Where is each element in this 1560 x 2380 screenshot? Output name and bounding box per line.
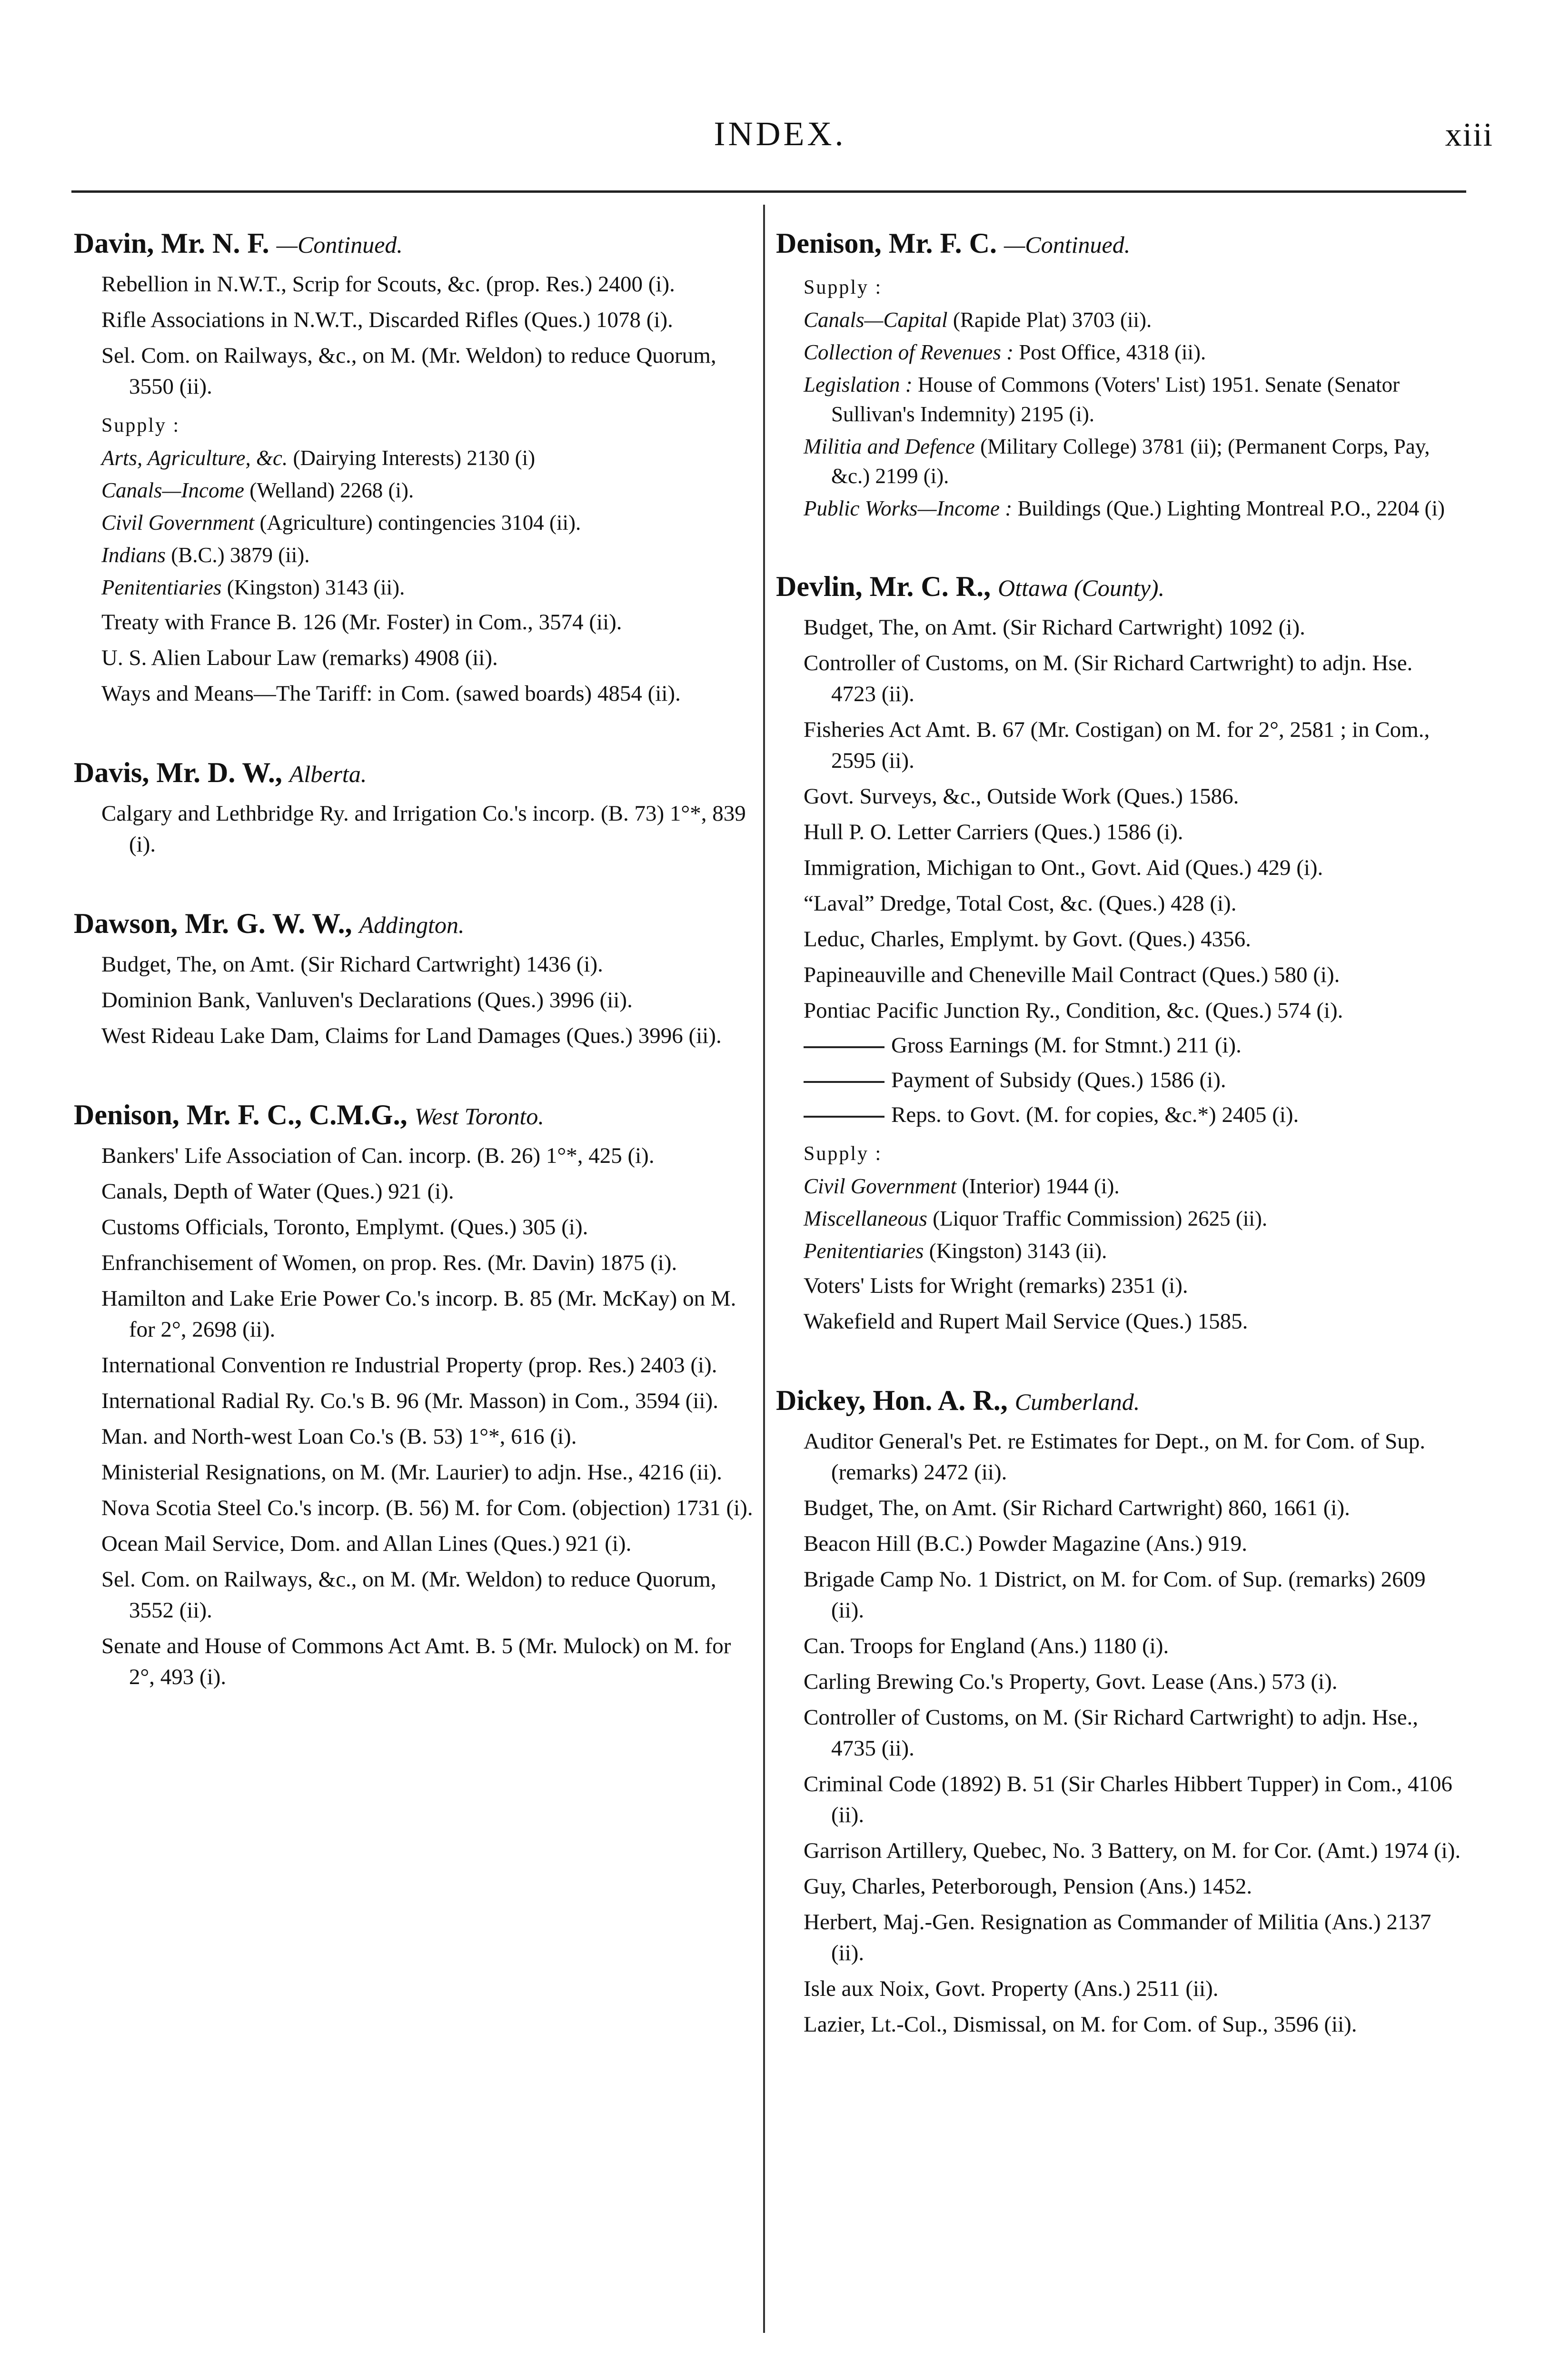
supply-category: Penitentiaries bbox=[804, 1239, 924, 1263]
index-item: Isle aux Noix, Govt. Property (Ans.) 2511 (ii). bbox=[804, 1976, 1219, 2001]
supply-detail: Post Office, 4318 (ii). bbox=[1014, 340, 1206, 364]
index-item: Ministerial Resignations, on M. (Mr. Laurier) to adjn. Hse., 4216 (ii). bbox=[101, 1460, 723, 1485]
index-item: Canals, Depth of Water (Ques.) 921 (i). bbox=[101, 1179, 454, 1204]
index-item: Govt. Surveys, &c., Outside Work (Ques.) 1586. bbox=[804, 784, 1239, 809]
index-entry bbox=[74, 224, 759, 709]
supply-item bbox=[804, 305, 1461, 335]
index-item: Beacon Hill (B.C.) Powder Magazine (Ans.) 919. bbox=[804, 1531, 1247, 1556]
supply-category: Miscellaneous bbox=[804, 1207, 927, 1230]
index-item: Auditor General's Pet. re Estimates for Dept., on M. for Com. of Sup. (remarks) 2472 (ii). bbox=[804, 1429, 1425, 1485]
index-item: Dominion Bank, Vanluven's Declarations (Ques.) 3996 (ii). bbox=[101, 988, 633, 1012]
page-number: xiii bbox=[1445, 117, 1493, 153]
index-item: Controller of Customs, on M. (Sir Richard Cartwright) to adjn. Hse. 4723 (ii). bbox=[804, 651, 1413, 706]
index-item: Controller of Customs, on M. (Sir Richard Cartwright) to adjn. Hse., 4735 (ii). bbox=[804, 1705, 1419, 1761]
index-item: Enfranchisement of Women, on prop. Res. (Mr. Davin) 1875 (i). bbox=[101, 1250, 677, 1275]
index-item: Budget, The, on Amt. (Sir Richard Cartwright) 1436 (i). bbox=[101, 952, 603, 977]
supply-item bbox=[804, 494, 1461, 523]
index-item: Man. and North-west Loan Co.'s (B. 53) 1°*, 616 (i). bbox=[101, 1424, 577, 1449]
index-item: Criminal Code (1892) B. 51 (Sir Charles Hibbert Tupper) in Com., 4106 (ii). bbox=[804, 1772, 1452, 1827]
index-item: Treaty with France B. 126 (Mr. Foster) in Com., 3574 (ii). bbox=[101, 610, 622, 635]
supply-category: Public Works—Income : bbox=[804, 496, 1013, 520]
supply-item bbox=[804, 1236, 1461, 1266]
supply-detail: Buildings (Que.) Lighting Montreal P.O., 2204 (i) bbox=[1012, 496, 1445, 520]
index-item: Budget, The, on Amt. (Sir Richard Cartwright) 1092 (i). bbox=[804, 615, 1305, 640]
constituency: West Toronto. bbox=[414, 1103, 544, 1130]
index-item: Wakefield and Rupert Mail Service (Ques.) 1585. bbox=[804, 1309, 1248, 1334]
supply-category: Collection of Revenues : bbox=[804, 340, 1014, 364]
index-entry bbox=[74, 753, 759, 860]
index-entry bbox=[74, 1095, 759, 1693]
member-name: Davis, Mr. D. W., bbox=[74, 757, 282, 788]
index-item: Sel. Com. on Railways, &c., on M. (Mr. Weldon) to reduce Quorum, 3550 (ii). bbox=[101, 343, 716, 399]
member-name: Davin, Mr. N. F. bbox=[74, 228, 269, 259]
supply-detail: (Kingston) 3143 (ii). bbox=[221, 575, 405, 599]
index-item: Calgary and Lethbridge Ry. and Irrigation Co.'s incorp. (B. 73) 1°*, 839 (i). bbox=[101, 801, 746, 857]
right-column bbox=[776, 224, 1461, 2040]
supply-item bbox=[101, 540, 759, 570]
member-name: Denison, Mr. F. C., C.M.G., bbox=[74, 1099, 407, 1130]
index-entry bbox=[776, 224, 1461, 523]
supply-category: Arts, Agriculture, &c. bbox=[101, 446, 288, 470]
member-name: Dickey, Hon. A. R., bbox=[776, 1385, 1008, 1416]
index-entry bbox=[776, 567, 1461, 1337]
index-item: U. S. Alien Labour Law (remarks) 4908 (ii). bbox=[101, 645, 498, 670]
member-name: Denison, Mr. F. C. bbox=[776, 228, 997, 259]
supply-detail: (Agriculture) contingencies 3104 (ii). bbox=[254, 511, 581, 535]
index-item: International Radial Ry. Co.'s B. 96 (Mr. Masson) in Com., 3594 (ii). bbox=[101, 1388, 718, 1413]
constituency: —Continued. bbox=[276, 231, 403, 258]
index-item: Nova Scotia Steel Co.'s incorp. (B. 56) M. for Com. (objection) 1731 (i). bbox=[101, 1496, 753, 1520]
index-item: Pontiac Pacific Junction Ry., Condition, &c. (Ques.) 574 (i). bbox=[804, 998, 1343, 1023]
member-heading bbox=[74, 1095, 759, 1136]
page-title: INDEX. bbox=[714, 115, 846, 153]
supply-detail: (Rapide Plat) 3703 (ii). bbox=[947, 308, 1152, 332]
supply-detail: (Liquor Traffic Commission) 2625 (ii). bbox=[927, 1207, 1268, 1230]
supply-detail: (Dairying Interests) 2130 (i) bbox=[288, 446, 536, 470]
supply-category: Canals—Income bbox=[101, 478, 244, 502]
index-item: Hull P. O. Letter Carriers (Ques.) 1586 (i). bbox=[804, 820, 1183, 844]
index-entry bbox=[776, 1381, 1461, 2040]
member-heading bbox=[74, 904, 759, 944]
supply-item bbox=[101, 573, 759, 602]
supply-detail: House of Commons (Voters' List) 1951. Senate (Senator Sullivan's Indemnity) 2195 (i). bbox=[831, 373, 1400, 426]
member-name: Dawson, Mr. G. W. W., bbox=[74, 908, 352, 939]
supply-category: Militia and Defence bbox=[804, 435, 975, 458]
supply-item bbox=[804, 1171, 1461, 1201]
index-item: Brigade Camp No. 1 District, on M. for Com. of Sup. (remarks) 2609 (ii). bbox=[804, 1567, 1426, 1623]
index-subitem-text: Gross Earnings (M. for Stmnt.) 211 (i). bbox=[891, 1033, 1242, 1058]
index-item: Senate and House of Commons Act Amt. B. 5 (Mr. Mulock) on M. for 2°, 493 (i). bbox=[101, 1634, 731, 1689]
index-item: Guy, Charles, Peterborough, Pension (Ans.) 1452. bbox=[804, 1874, 1252, 1899]
index-item: Sel. Com. on Railways, &c., on M. (Mr. Weldon) to reduce Quorum, 3552 (ii). bbox=[101, 1567, 716, 1623]
supply-item bbox=[101, 508, 759, 537]
index-item: Ocean Mail Service, Dom. and Allan Lines (Ques.) 921 (i). bbox=[101, 1531, 632, 1556]
supply-category: Indians bbox=[101, 543, 166, 567]
index-item: Can. Troops for England (Ans.) 1180 (i). bbox=[804, 1634, 1169, 1658]
index-item: Rifle Associations in N.W.T., Discarded Rifles (Ques.) 1078 (i). bbox=[101, 307, 673, 332]
supply-item bbox=[804, 432, 1461, 491]
index-item: Ways and Means—The Tariff: in Com. (sawed boards) 4854 (ii). bbox=[101, 681, 681, 706]
ditto-dash bbox=[804, 1081, 884, 1083]
supply-label: Supply : bbox=[804, 277, 883, 298]
supply-category: Canals—Capital bbox=[804, 308, 948, 332]
ditto-dash bbox=[804, 1046, 884, 1048]
index-item: “Laval” Dredge, Total Cost, &c. (Ques.) 428 (i). bbox=[804, 891, 1237, 916]
supply-detail: (Interior) 1944 (i). bbox=[956, 1174, 1120, 1198]
left-column bbox=[74, 224, 759, 1693]
index-item: Garrison Artillery, Quebec, No. 3 Battery, on M. for Cor. (Amt.) 1974 (i). bbox=[804, 1838, 1461, 1863]
index-item: Leduc, Charles, Emplymt. by Govt. (Ques.) 4356. bbox=[804, 927, 1251, 952]
member-heading bbox=[74, 224, 759, 264]
index-item: Herbert, Maj.-Gen. Resignation as Commander of Militia (Ans.) 2137 (ii). bbox=[804, 1910, 1431, 1965]
constituency: Addington. bbox=[359, 912, 465, 938]
index-item: West Rideau Lake Dam, Claims for Land Damages (Ques.) 3996 (ii). bbox=[101, 1023, 722, 1048]
constituency: Cumberland. bbox=[1014, 1388, 1140, 1415]
supply-item bbox=[804, 337, 1461, 367]
index-subitem-text: Payment of Subsidy (Ques.) 1586 (i). bbox=[891, 1068, 1226, 1092]
index-item: Papineauville and Cheneville Mail Contract (Ques.) 580 (i). bbox=[804, 962, 1340, 987]
constituency: —Continued. bbox=[1004, 231, 1131, 258]
member-name: Devlin, Mr. C. R., bbox=[776, 571, 991, 602]
index-subitem bbox=[804, 1065, 1461, 1096]
column-divider bbox=[763, 205, 765, 2333]
supply-item bbox=[804, 1204, 1461, 1233]
supply-category: Civil Government bbox=[804, 1174, 957, 1198]
index-item: Hamilton and Lake Erie Power Co.'s incorp. B. 85 (Mr. McKay) on M. for 2°, 2698 (ii). bbox=[101, 1286, 736, 1342]
supply-category: Penitentiaries bbox=[101, 575, 222, 599]
index-item: Immigration, Michigan to Ont., Govt. Aid (Ques.) 429 (i). bbox=[804, 855, 1323, 880]
member-heading bbox=[776, 567, 1461, 607]
supply-detail: (B.C.) 3879 (ii). bbox=[166, 543, 310, 567]
index-entry bbox=[74, 904, 759, 1051]
supply-label: Supply : bbox=[101, 415, 180, 436]
index-subitem-text: Reps. to Govt. (M. for copies, &c.*) 2405 (i). bbox=[891, 1102, 1299, 1127]
member-heading bbox=[74, 753, 759, 793]
member-heading bbox=[776, 1381, 1461, 1421]
supply-label: Supply : bbox=[804, 1143, 883, 1165]
index-subitem bbox=[804, 1030, 1461, 1061]
supply-detail: (Military College) 3781 (ii); (Permanent Corps, Pay, &c.) 2199 (i). bbox=[831, 435, 1430, 488]
header-rule bbox=[71, 190, 1466, 193]
index-subitem bbox=[804, 1100, 1461, 1130]
member-heading bbox=[776, 224, 1461, 264]
index-item: Carling Brewing Co.'s Property, Govt. Lease (Ans.) 573 (i). bbox=[804, 1669, 1338, 1694]
index-item: Bankers' Life Association of Can. incorp. (B. 26) 1°*, 425 (i). bbox=[101, 1143, 655, 1168]
index-item: International Convention re Industrial Property (prop. Res.) 2403 (i). bbox=[101, 1353, 717, 1378]
supply-category: Legislation : bbox=[804, 373, 913, 397]
index-item: Rebellion in N.W.T., Scrip for Scouts, &c. (prop. Res.) 2400 (i). bbox=[101, 272, 675, 297]
constituency: Alberta. bbox=[289, 761, 367, 787]
index-item: Budget, The, on Amt. (Sir Richard Cartwright) 860, 1661 (i). bbox=[804, 1496, 1350, 1520]
index-item: Lazier, Lt.-Col., Dismissal, on M. for Com. of Sup., 3596 (ii). bbox=[804, 2012, 1357, 2037]
supply-item bbox=[804, 370, 1461, 429]
index-item: Fisheries Act Amt. B. 67 (Mr. Costigan) on M. for 2°, 2581 ; in Com., 2595 (ii). bbox=[804, 717, 1430, 773]
supply-item bbox=[101, 476, 759, 505]
supply-detail: (Kingston) 3143 (ii). bbox=[924, 1239, 1107, 1263]
index-item: Voters' Lists for Wright (remarks) 2351 (i). bbox=[804, 1273, 1188, 1298]
supply-detail: (Welland) 2268 (i). bbox=[244, 478, 414, 502]
index-item: Customs Officials, Toronto, Emplymt. (Ques.) 305 (i). bbox=[101, 1215, 588, 1240]
constituency: Ottawa (County). bbox=[998, 575, 1165, 601]
ditto-dash bbox=[804, 1116, 884, 1118]
supply-category: Civil Government bbox=[101, 511, 255, 535]
supply-item bbox=[101, 443, 759, 473]
